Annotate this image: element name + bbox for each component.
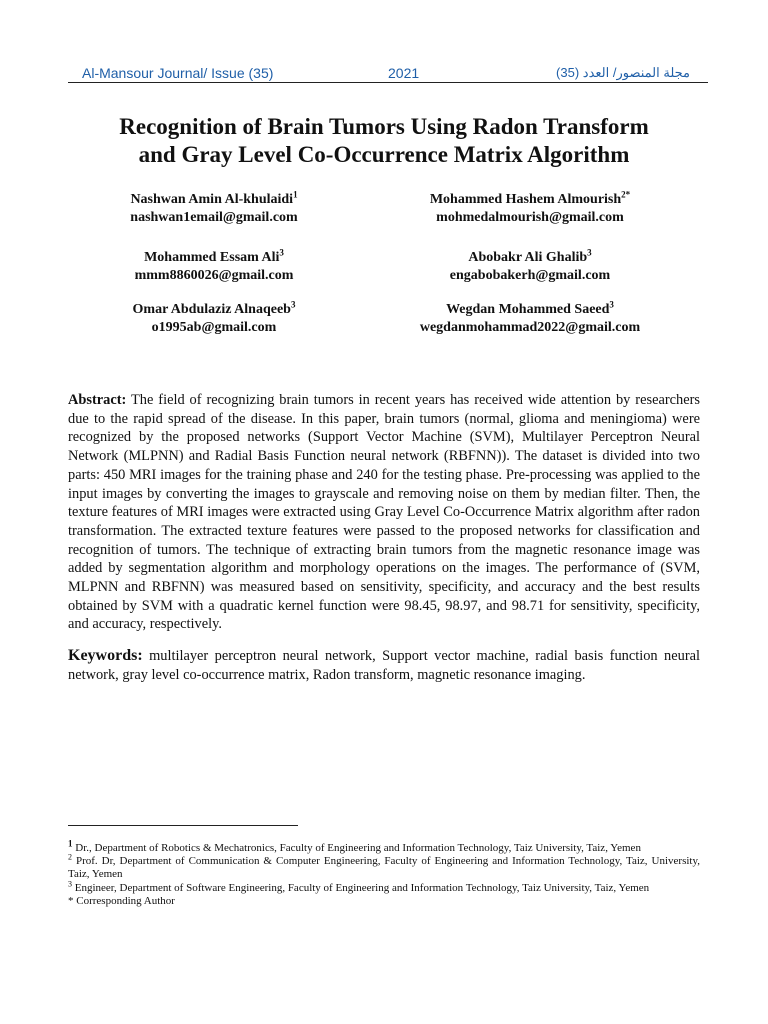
author-name: Nashwan Amin Al-khulaidi$^1$ bbox=[130, 189, 298, 207]
footnote-2: $^2$ Prof. Dr, Department of Communication & Computer Engineering, Faculty of Engineering and Information Technology, Taiz, University, Taiz, Yemen bbox=[68, 852, 700, 881]
author-affiliation-mark: 3 bbox=[587, 247, 592, 258]
author-affiliation-mark: 3 bbox=[290, 299, 296, 310]
author-email: engabobakerh@gmail.com bbox=[449, 268, 611, 283]
paper-title bbox=[60, 113, 708, 169]
author-2 bbox=[380, 191, 680, 227]
keywords bbox=[68, 647, 700, 684]
publication-year: 2021 bbox=[388, 65, 420, 81]
keywords-text: multilayer perceptron neural network, Support vector machine, radial basis function neural network, gray level co-occurrence matrix, Radon transform, magnetic resonance imaging. bbox=[68, 648, 700, 683]
footnotes bbox=[68, 838, 700, 908]
author-affiliation-mark: 1 bbox=[293, 189, 298, 200]
author-name: Omar Abdulaziz Alnaqeeb$^3$ bbox=[132, 299, 296, 317]
footnote-1: $^1$ Dr., Department of Robotics & Mechatronics, Faculty of Engineering and Information Technology, Taiz University, Taiz, Yemen bbox=[68, 838, 641, 854]
journal-issue: Al-Mansour Journal/ Issue (35) bbox=[82, 65, 274, 81]
footnote-mark: 3 bbox=[68, 878, 72, 888]
running-header bbox=[68, 63, 708, 83]
author-email: wegdanmohammad2022@gmail.com bbox=[419, 320, 641, 335]
title-line-2: and Gray Level Co-Occurrence Matrix Algorithm bbox=[138, 142, 630, 167]
author-name: Mohammed Essam Ali$^3$ bbox=[144, 247, 284, 265]
footnote-3: $^3$ Engineer, Department of Software Engineering, Faculty of Engineering and Information Technology, Taiz University, Taiz, Yemen bbox=[68, 878, 650, 894]
author-email: mmm8860026@gmail.com bbox=[134, 268, 294, 283]
journal-issue-arabic: مجلة المنصور/ العدد (35) bbox=[556, 65, 690, 80]
author-affiliation-mark: 2* bbox=[621, 189, 631, 200]
author-6 bbox=[380, 301, 680, 337]
footnote-divider bbox=[68, 825, 298, 826]
author-3 bbox=[64, 249, 364, 285]
footnote-corresponding: * Corresponding Author bbox=[68, 894, 175, 907]
author-4 bbox=[380, 249, 680, 285]
author-email: o1995ab@gmail.com bbox=[151, 320, 277, 335]
author-email: nashwan1email@gmail.com bbox=[130, 210, 298, 225]
header-divider bbox=[68, 82, 708, 83]
author-name: Mohammed Hashem Almourish$^{2*}$ bbox=[429, 189, 631, 207]
author-affiliation-mark: 3 bbox=[279, 247, 284, 258]
author-email: mohmedalmourish@gmail.com bbox=[436, 210, 624, 225]
footnote-mark: 1 bbox=[68, 838, 73, 849]
author-affiliation-mark: 3 bbox=[609, 299, 614, 310]
abstract-label: Abstract: bbox=[68, 392, 127, 408]
author-5 bbox=[64, 301, 364, 337]
abstract-text: The field of recognizing brain tumors in recent years has received wide attention by researchers due to the rapid spread of the disease. In this paper, brain tumors (normal, glioma and meningioma) were recognized by the proposed networks (Support Vector Machine (SVM), Multilayer Perceptron Neural Network (MLPNN) and Radial Basis Function neural network (RBFNN)). The dataset is divided into two parts: 450 MRI images for the training phase and 240 for the testing phase. Pre-processing was applied to the input images by converting the images to grayscale and removing noise on them by median filter. Then, the texture features of MRI images were extracted using Gray Level Co-Occurrence Matrix algorithm after radon transformation. The extracted texture features were passed to the proposed networks for classification and recognition of tumors. The technique of extracting brain tumors from the magnetic resonance image was added by segmentation algorithm and morphology operations on the images. The performance of (SVM, MLPNN and RBFNN) was measured based on sensitivity, specificity, and accuracy and the best results obtained by SVM with a quadratic kernel function were 98.45, 98.97, and 98.71 for sensitivity, specificity, and accuracy, respectively. bbox=[68, 392, 700, 633]
author-1 bbox=[64, 191, 364, 227]
author-name: Abobakr Ali Ghalib$^3$ bbox=[468, 247, 592, 265]
footnote-mark: 2 bbox=[68, 852, 72, 862]
title-line-1: Recognition of Brain Tumors Using Radon Transform bbox=[119, 114, 649, 139]
author-name: Wegdan Mohammed Saeed$^3$ bbox=[446, 299, 614, 317]
keywords-label: Keywords: bbox=[68, 647, 143, 664]
abstract bbox=[68, 391, 700, 634]
